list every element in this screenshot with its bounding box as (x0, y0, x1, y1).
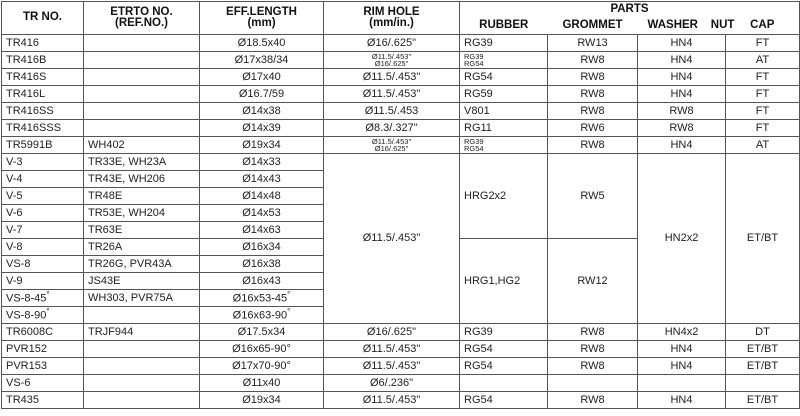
header-etrto-line2: (REF.NO.) (114, 17, 169, 29)
eff-length-text: Ø16x53-45 (232, 292, 288, 305)
eff-length-cell: Ø17x40 (200, 69, 324, 86)
tr-no-cell: V-5 (2, 188, 84, 205)
tr-no-cell: PVR153 (2, 358, 84, 375)
rim-hole-cell (324, 52, 460, 69)
cap-cell: FT (726, 86, 800, 103)
tr-no-cell: TR416SSS (2, 120, 84, 137)
eff-length-cell (200, 307, 324, 324)
tr-no-cell: TR416L (2, 86, 84, 103)
table-row (2, 324, 800, 341)
cap-cell: DT (726, 324, 800, 341)
rim-hole-cell: Ø16/.625" (324, 324, 460, 341)
tr-no-cell: PVR152 (2, 341, 84, 358)
rubber-line2: RG54 (464, 59, 484, 68)
ref-cell: TR33E, WH23A (84, 154, 200, 171)
eff-length-cell: Ø19x34 (200, 137, 324, 154)
tr-no-text: VS-8-45 (6, 292, 47, 305)
rim-hole-line1: Ø11.5/.453" (371, 137, 412, 146)
tr-no-cell: V-7 (2, 222, 84, 239)
rubber-cell: V801 (460, 103, 548, 120)
tr-no-cell: TR435 (2, 392, 84, 409)
table-row (2, 120, 800, 137)
table-row (2, 358, 800, 375)
cap-cell: AT (726, 52, 800, 69)
washer-merged-cell: HN2x2 (638, 154, 726, 324)
grommet-merged-cell-a: RW5 (548, 154, 638, 239)
cap-cell: FT (726, 35, 800, 52)
header-etrto (84, 2, 200, 35)
degree-mark: ° (46, 290, 50, 300)
table-row (2, 103, 800, 120)
ref-cell: JS43E (84, 273, 200, 290)
eff-length-cell: Ø14x39 (200, 120, 324, 137)
degree-mark: ° (46, 307, 50, 317)
table-row (2, 35, 800, 52)
ref-cell (84, 35, 200, 52)
ref-cell: TRJF944 (84, 324, 200, 341)
rim-hole-cell (324, 137, 460, 154)
ref-cell: WH303, PVR75A (84, 290, 200, 307)
eff-length-cell: Ø14x48 (200, 188, 324, 205)
eff-length-cell: Ø11x40 (200, 375, 324, 392)
header-cap: CAP (726, 18, 800, 35)
eff-length-cell: Ø16x65-90° (200, 341, 324, 358)
table-row (2, 69, 800, 86)
tr-no-cell: TR416S (2, 69, 84, 86)
washer-cell: HN4 (638, 69, 726, 86)
header-rim-hole (324, 2, 460, 35)
tr-no-cell: TR5991B (2, 137, 84, 154)
eff-length-cell: Ø16x43 (200, 273, 324, 290)
grommet-cell: RW8 (548, 103, 638, 120)
rim-hole-cell: Ø8.3/.327" (324, 120, 460, 137)
rubber-cell: RG54 (460, 341, 548, 358)
washer-cell (638, 375, 726, 392)
tr-no-cell: TR416 (2, 35, 84, 52)
grommet-cell: RW8 (548, 324, 638, 341)
header-eff-length (200, 2, 324, 35)
header-rubber: RUBBER (460, 18, 548, 35)
ref-cell: TR63E (84, 222, 200, 239)
ref-cell: TR26G, PVR43A (84, 256, 200, 273)
grommet-cell: RW8 (548, 86, 638, 103)
tr-no-text: VS-8-90 (6, 309, 47, 322)
eff-length-cell: Ø19x34 (200, 392, 324, 409)
cap-cell: ET/BT (726, 392, 800, 409)
rim-hole-cell: Ø16/.625" (324, 35, 460, 52)
washer-cell: HN4 (638, 392, 726, 409)
eff-length-cell: Ø16x34 (200, 239, 324, 256)
header-rim-line1: RIM HOLE (363, 5, 420, 18)
degree-mark: ° (287, 307, 291, 317)
tr-no-cell: V-8 (2, 239, 84, 256)
rim-hole-cell: Ø11.5/.453" (324, 358, 460, 375)
grommet-cell: RW8 (548, 137, 638, 154)
grommet-cell (548, 375, 638, 392)
cap-cell: AT (726, 137, 800, 154)
ref-cell: TR26A (84, 239, 200, 256)
cap-cell: FT (726, 103, 800, 120)
rubber-cell: RG39 (460, 324, 548, 341)
rubber-line1: RG39 (464, 52, 484, 61)
washer-cell: HN4 (638, 358, 726, 375)
cap-cell: FT (726, 120, 800, 137)
ref-cell (84, 52, 200, 69)
cap-cell: FT (726, 69, 800, 86)
rubber-merged-cell-b: HRG1,HG2 (460, 239, 548, 324)
grommet-cell: RW8 (548, 341, 638, 358)
ref-cell (84, 307, 200, 324)
rubber-cell: RG54 (460, 69, 548, 86)
tr-no-cell: VS-8 (2, 256, 84, 273)
cap-merged-cell: ET/BT (726, 154, 800, 324)
rim-hole-cell: Ø6/.236" (324, 375, 460, 392)
eff-length-cell: Ø16.7/59 (200, 86, 324, 103)
eff-length-cell: Ø17.5x34 (200, 324, 324, 341)
header-tr-no: TR NO. (2, 2, 84, 35)
rubber-cell: RG54 (460, 358, 548, 375)
table-row (2, 154, 800, 171)
tr-no-cell (2, 307, 84, 324)
rubber-line1: RG39 (464, 137, 484, 146)
ref-cell: TR43E, WH206 (84, 171, 200, 188)
eff-length-cell: Ø14x33 (200, 154, 324, 171)
eff-length-cell: Ø14x63 (200, 222, 324, 239)
ref-cell (84, 69, 200, 86)
tr-no-cell: TR416B (2, 52, 84, 69)
rubber-cell (460, 375, 548, 392)
rubber-merged-cell-a: HRG2x2 (460, 154, 548, 239)
grommet-cell: RW8 (548, 392, 638, 409)
tr-no-cell: VS-6 (2, 375, 84, 392)
cap-cell: ET/BT (726, 341, 800, 358)
rubber-cell (460, 137, 548, 154)
tr-no-cell: V-4 (2, 171, 84, 188)
ref-cell (84, 103, 200, 120)
tr-no-cell: V-9 (2, 273, 84, 290)
header-rim-line2: (mm/in.) (369, 17, 414, 29)
rubber-cell: RG11 (460, 120, 548, 137)
degree-mark: ° (287, 290, 291, 300)
table-row (2, 86, 800, 103)
header-washer: WASHER (647, 19, 698, 32)
washer-cell: HN4 (638, 341, 726, 358)
eff-length-cell: Ø16x38 (200, 256, 324, 273)
washer-cell: HN4x2 (638, 324, 726, 341)
rim-hole-cell: Ø11.5/.453" (324, 341, 460, 358)
header-grommet: GROMMET (548, 18, 638, 35)
cap-cell (726, 375, 800, 392)
eff-length-text: Ø16x63-90 (232, 309, 288, 322)
rubber-cell: RG54 (460, 392, 548, 409)
ref-cell (84, 375, 200, 392)
grommet-merged-cell-b: RW12 (548, 239, 638, 324)
grommet-cell: RW13 (548, 35, 638, 52)
ref-cell (84, 392, 200, 409)
valve-spec-table (1, 1, 800, 409)
tr-no-cell (2, 290, 84, 307)
washer-cell: HN4 (638, 86, 726, 103)
table-row (2, 137, 800, 154)
eff-length-cell (200, 290, 324, 307)
tr-no-cell: V-3 (2, 154, 84, 171)
rubber-cell: RG59 (460, 86, 548, 103)
washer-cell: HN4 (638, 137, 726, 154)
washer-cell: RW8 (638, 120, 726, 137)
grommet-cell: RW8 (548, 358, 638, 375)
rubber-cell (460, 52, 548, 69)
rim-hole-line2: Ø16/.625" (374, 144, 409, 153)
table-row (2, 52, 800, 69)
tr-no-cell: V-6 (2, 205, 84, 222)
tr-no-cell: TR6008C (2, 324, 84, 341)
washer-cell: HN4 (638, 52, 726, 69)
grommet-cell: RW6 (548, 120, 638, 137)
tr-no-cell: TR416SS (2, 103, 84, 120)
eff-length-cell: Ø14x43 (200, 171, 324, 188)
ref-cell: TR53E, WH204 (84, 205, 200, 222)
table-row (2, 375, 800, 392)
rim-hole-merged-cell: Ø11.5/.453" (324, 154, 460, 324)
grommet-cell: RW8 (548, 52, 638, 69)
cap-cell: ET/BT (726, 358, 800, 375)
header-parts: PARTS (460, 2, 800, 19)
eff-length-cell: Ø18.5x40 (200, 35, 324, 52)
rim-hole-line2: Ø16/.625" (374, 59, 409, 68)
ref-cell (84, 120, 200, 137)
ref-cell (84, 358, 200, 375)
ref-cell: WH402 (84, 137, 200, 154)
eff-length-cell: Ø17x70-90° (200, 358, 324, 375)
eff-length-cell: Ø17x38/34 (200, 52, 324, 69)
rim-hole-line1: Ø11.5/.453" (371, 52, 412, 61)
header-nut: NUT (710, 19, 735, 32)
washer-cell: HN4 (638, 35, 726, 52)
header-washer-nut (638, 18, 735, 35)
rim-hole-cell: Ø11.5/.453 (324, 103, 460, 120)
rubber-line2: RG54 (464, 144, 484, 153)
rim-hole-cell: Ø11.5/.453" (324, 86, 460, 103)
eff-length-cell: Ø14x53 (200, 205, 324, 222)
header-eff-line1: EFF.LENGTH (226, 5, 297, 18)
table-row (2, 341, 800, 358)
washer-cell: RW8 (638, 103, 726, 120)
rim-hole-cell: Ø11.5/.453" (324, 392, 460, 409)
table-row (2, 392, 800, 409)
header-etrto-line1: ETRTO NO. (110, 5, 173, 18)
eff-length-cell: Ø14x38 (200, 103, 324, 120)
rim-hole-cell: Ø11.5/.453" (324, 69, 460, 86)
ref-cell (84, 86, 200, 103)
ref-cell (84, 341, 200, 358)
rubber-cell: RG39 (460, 35, 548, 52)
ref-cell: TR48E (84, 188, 200, 205)
header-eff-line2: (mm) (247, 17, 276, 29)
grommet-cell: RW8 (548, 69, 638, 86)
